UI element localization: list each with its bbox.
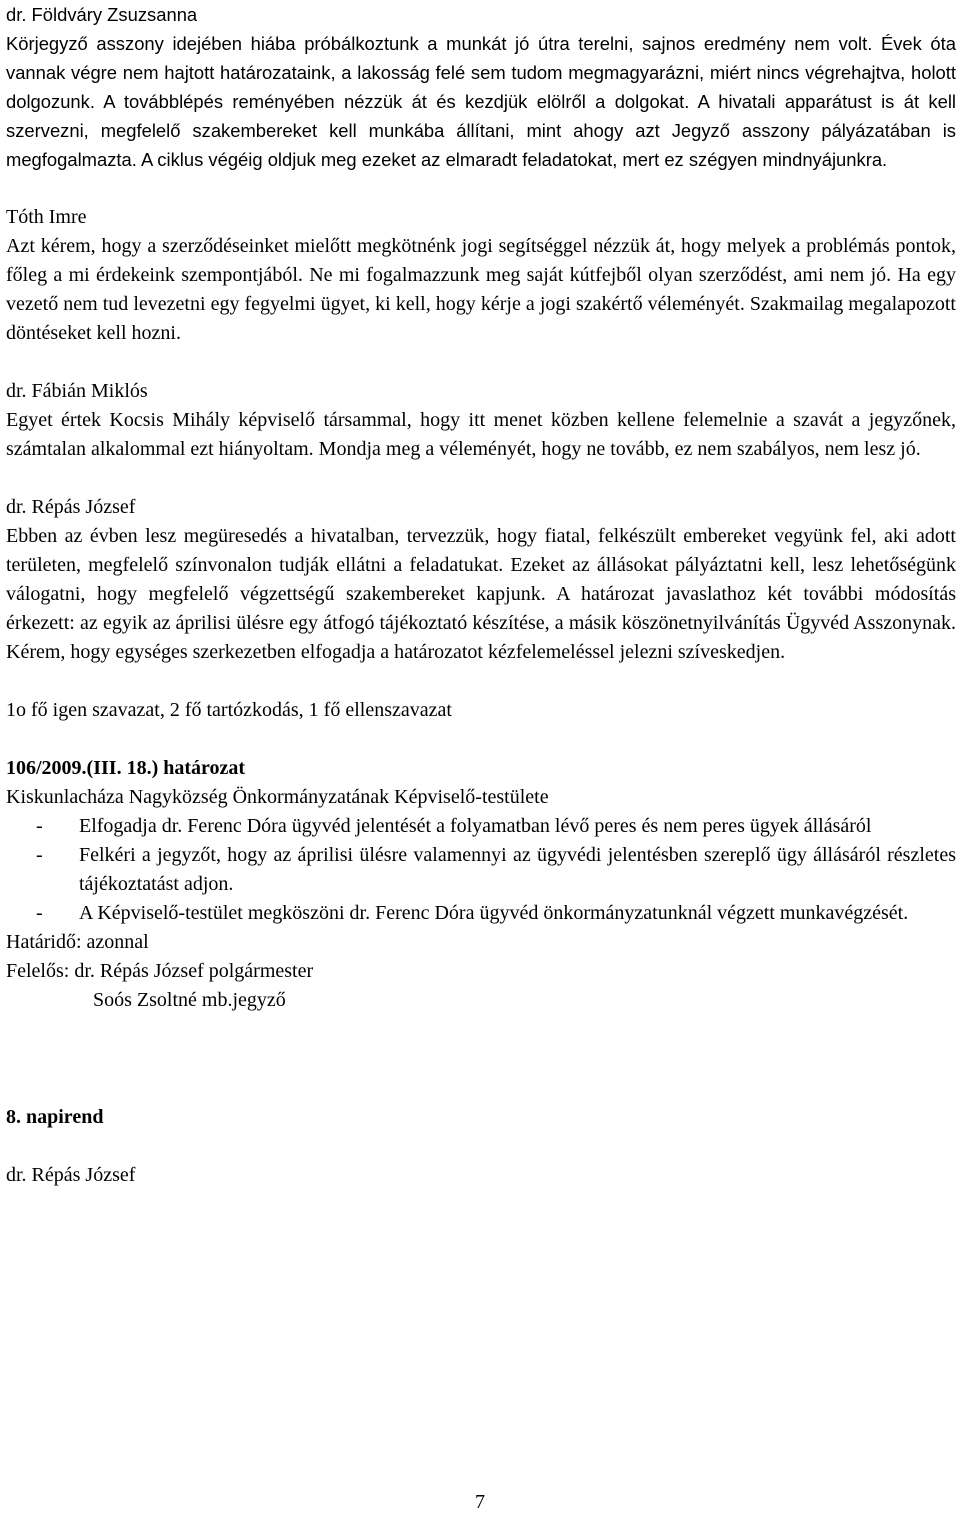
resolution-items	[6, 812, 956, 928]
dash-bullet: -	[36, 902, 43, 924]
deadline: Határidő: azonnal	[6, 931, 149, 953]
dash-bullet: -	[36, 844, 43, 866]
speech-paragraph: Egyet értek Kocsis Mihály képviselő társammal, hogy itt menet közben kellene felemelnie a szavát a jegyzőnek, számtalan alkalommal ezt hiányoltam. Mondja meg a véleményét, hogy ne tovább, ez nem szabályos, nem lesz jó.	[6, 409, 956, 460]
speech-paragraph: Ebben az évben lesz megüresedés a hivatalban, tervezzük, hogy fiatal, felkészült embereket vegyünk fel, aki adott területen, megfelelő színvonalon tudják ellátni a feladatukat. Ezeket az állásokat pályáztatni kell, lesz lehetőségünk válogatni, hogy megfelelő végzettségű szakembereket kapjunk. A határozat javaslathoz két további módosítás érkezett: az egyik az áprilisi ülésre egy átfogó tájékoztató készítése, a másik köszönetnyilvánítás Ügyvéd Asszonynak. Kérem, hogy egységes szerkezetben elfogadja a határozatot kézfelemeléssel jelezni szíveskedjen.	[6, 525, 956, 663]
page-number: 7	[475, 1491, 485, 1513]
list-item: - Elfogadja dr. Ferenc Dóra ügyvéd jelentését a folyamatban lévő peres és nem peres ügyek állásáról	[6, 812, 956, 841]
document-page	[6, 0, 956, 1190]
speaker-name: dr. Földváry Zsuzsanna	[6, 4, 198, 25]
dash-bullet: -	[36, 815, 43, 837]
resolution-body: Kiskunlacháza Nagyközség Önkormányzatának Képviselő-testülete	[6, 786, 549, 808]
speech-paragraph: Azt kérem, hogy a szerződéseinket mielőtt megkötnénk jogi segítséggel nézzük át, hogy melyek a problémás pontok, főleg a mi érdekeink szempontjából. Ne mi fogalmazzunk meg saját kútfejből olyan szerződést, ami nem jó. Ha egy vezető nem tud levezetni egy fegyelmi ügyet, ki kell, hogy kérje a jogi szakértő véleményét. Szakmailag megalapozott döntéseket kell hozni.	[6, 235, 956, 344]
speaker-name: dr. Fábián Miklós	[6, 380, 148, 402]
speaker-name: dr. Répás József	[6, 1164, 136, 1186]
resolution-number: 106/2009.(III. 18.) határozat	[6, 757, 246, 779]
agenda-heading: 8. napirend	[6, 1106, 104, 1128]
speaker-name: Tóth Imre	[6, 206, 87, 228]
list-item: - Felkéri a jegyzőt, hogy az áprilisi ülésre valamennyi az ügyvédi jelentésben szereplő ügy állásáról részletes tájékoztatást adjon.	[6, 841, 956, 899]
speech-paragraph: Körjegyző asszony idejében hiába próbálkoztunk a munkát jó útra terelni, sajnos eredmény nem volt. Évek óta vannak végre nem hajtott határozataink, a lakosság felé sem tudom megmagyarázni, miért nincs végrehajtva, holott dolgozunk. A továbblépés reményében nézzük át és kezdjük elölről a dolgokat. A hivatali apparátust is át kell szervezni, megfelelő szakembereket kell munkába állítani, mint ahogy azt Jegyző asszony pályázatában is megfogalmazta. A ciklus végéig oldjuk meg ezeket az elmaradt feladatokat, mert ez szégyen mindnyájunkra.	[6, 33, 956, 170]
vote-result: 1o fő igen szavazat, 2 fő tartózkodás, 1 fő ellenszavazat	[6, 699, 452, 721]
speaker-name: dr. Répás József	[6, 496, 136, 518]
list-item: - A Képviselő-testület megköszöni dr. Ferenc Dóra ügyvéd önkormányzatunknál végzett munkavégzését.	[6, 899, 956, 928]
responsible-secondary: Soós Zsoltné mb.jegyző	[93, 989, 286, 1011]
responsible: Felelős: dr. Répás József polgármester	[6, 960, 314, 982]
